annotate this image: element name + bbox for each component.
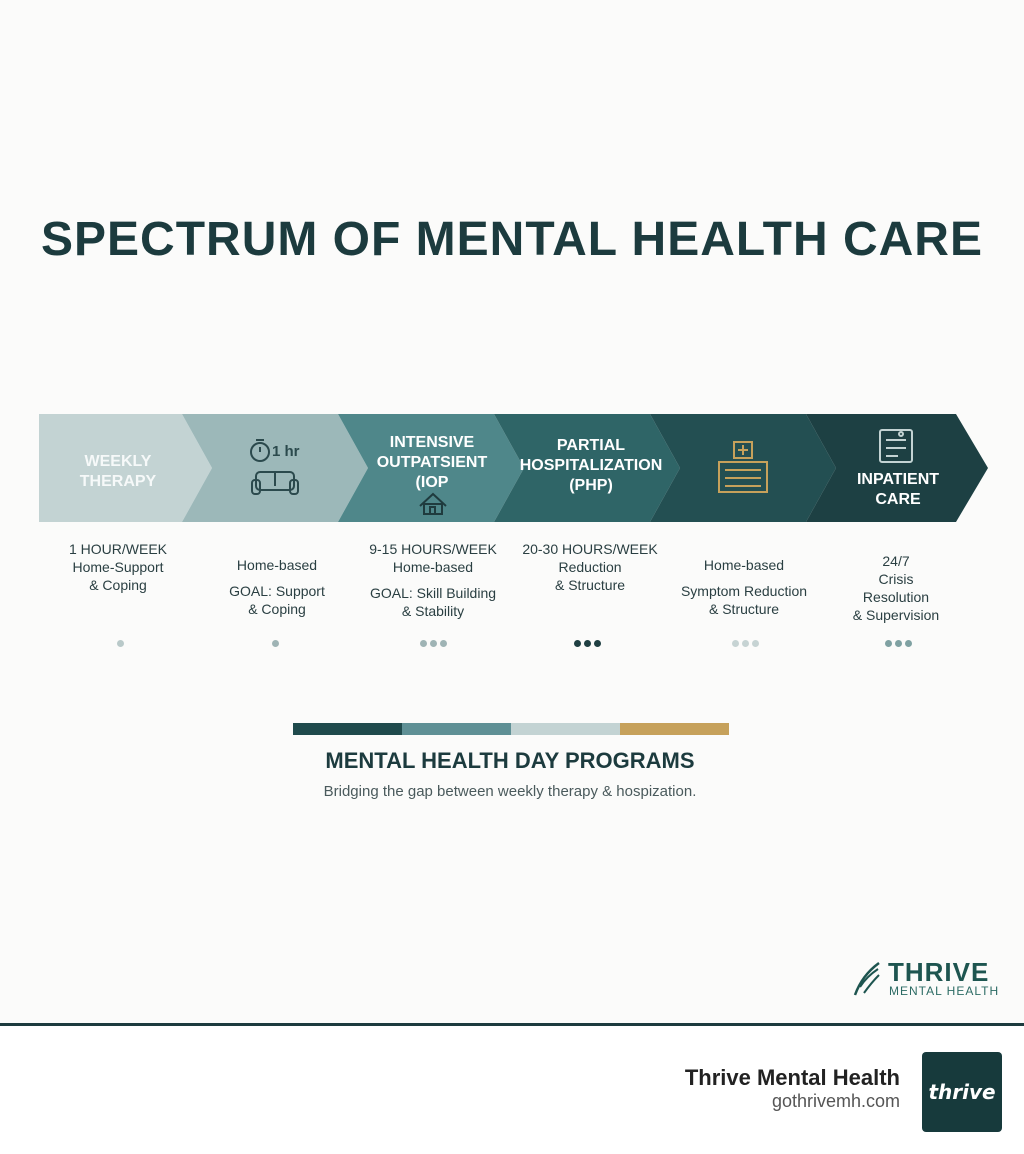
intensity-dot — [905, 640, 912, 647]
detail-line: & Stability — [401, 603, 465, 619]
leaf-icon — [852, 959, 882, 999]
detail-spacer — [204, 574, 350, 582]
intensity-dot — [574, 640, 581, 647]
detail-line: Home-based — [236, 557, 318, 573]
detail-line: Home-Support — [72, 559, 164, 575]
detail-line: Symptom Reduction — [680, 583, 808, 599]
intensity-dots — [705, 640, 785, 650]
color-key-bar — [293, 723, 729, 735]
timer-label: 1 hr — [272, 443, 300, 460]
intensity-dot — [732, 640, 739, 647]
detail-line: Resolution — [862, 589, 930, 605]
detail-line: 20-30 HOURS/WEEK — [522, 541, 658, 557]
detail-line: & Coping — [248, 601, 306, 617]
color-key-segment — [511, 723, 620, 735]
intensity-dot — [440, 640, 447, 647]
footer-brand-badge: thrive — [922, 1052, 1002, 1132]
footer-url[interactable]: gothrivemh.com — [771, 1091, 900, 1111]
thrive-logo — [852, 957, 1012, 1001]
care-spectrum-arrow — [0, 410, 1024, 526]
segment-label-php — [516, 436, 666, 496]
intensity-dots — [393, 640, 473, 650]
intensity-dot — [584, 640, 591, 647]
detail-line: GOAL: Skill Building — [369, 585, 497, 601]
page-title: SPECTRUM OF MENTAL HEALTH CARE — [41, 213, 983, 266]
color-key-segment — [620, 723, 729, 735]
intensity-dot — [272, 640, 279, 647]
detail-spacer — [360, 576, 506, 584]
detail-line: Reduction — [558, 559, 622, 575]
color-key-segment — [293, 723, 402, 735]
intensity-dots — [858, 640, 938, 650]
detail-line: 9-15 HOURS/WEEK — [369, 541, 497, 557]
segment-label-iop — [368, 433, 496, 493]
programs-caption: Bridging the gap between weekly therapy & hospization. — [323, 783, 697, 800]
intensity-dot — [752, 640, 759, 647]
intensity-dot — [742, 640, 749, 647]
segment-label-line: CARE — [875, 491, 921, 508]
detail-line: Home-based — [392, 559, 474, 575]
detail-line: & Coping — [89, 577, 147, 593]
segment-label-line: (PHP) — [569, 477, 613, 494]
detail-iop — [360, 540, 506, 620]
segment-label-line: WEEKLY — [84, 453, 152, 470]
segment-label-line: (IOP — [415, 474, 449, 491]
detail-line: 24/7 — [882, 553, 910, 569]
intensity-dot — [594, 640, 601, 647]
intensity-dots — [547, 640, 627, 650]
segment-label-line: INTENSIVE — [389, 434, 475, 451]
intensity-dot — [895, 640, 902, 647]
detail-home-therapy — [204, 556, 350, 618]
logo-wordmark: THRIVE — [888, 957, 990, 987]
detail-line: & Structure — [554, 577, 626, 593]
intensity-dot — [885, 640, 892, 647]
segment-label-line: OUTPATSIENT — [376, 454, 488, 471]
segment-label-line: PARTIAL — [556, 437, 626, 454]
detail-inpatient — [834, 552, 958, 624]
detail-hospital-program — [670, 556, 818, 618]
intensity-dot — [117, 640, 124, 647]
segment-label-line: HOSPITALIZATION — [519, 457, 663, 474]
detail-line: & Supervision — [852, 607, 940, 623]
segment-label-inpatient — [842, 470, 954, 510]
color-key-segment — [402, 723, 511, 735]
detail-php — [514, 540, 666, 594]
detail-line: Home-based — [703, 557, 785, 573]
intensity-dots — [80, 640, 160, 650]
segment-label-line: INPATIENT — [856, 471, 940, 488]
logo-subtitle: MENTAL HEALTH — [889, 984, 1000, 998]
segment-label-weekly-therapy — [60, 452, 176, 492]
detail-line: 1 HOUR/WEEK — [68, 541, 167, 557]
detail-spacer — [670, 574, 818, 582]
segment-label-line: THERAPY — [79, 473, 157, 490]
detail-line: Crisis — [878, 571, 914, 587]
footer-brand-name: Thrive Mental Health — [684, 1065, 900, 1090]
programs-title: MENTAL HEALTH DAY PROGRAMS — [325, 748, 695, 773]
intensity-dot — [420, 640, 427, 647]
intensity-dot — [430, 640, 437, 647]
intensity-dots — [235, 640, 315, 650]
detail-weekly-therapy — [50, 540, 186, 594]
detail-line: GOAL: Support — [229, 583, 325, 599]
detail-line: & Structure — [708, 601, 780, 617]
